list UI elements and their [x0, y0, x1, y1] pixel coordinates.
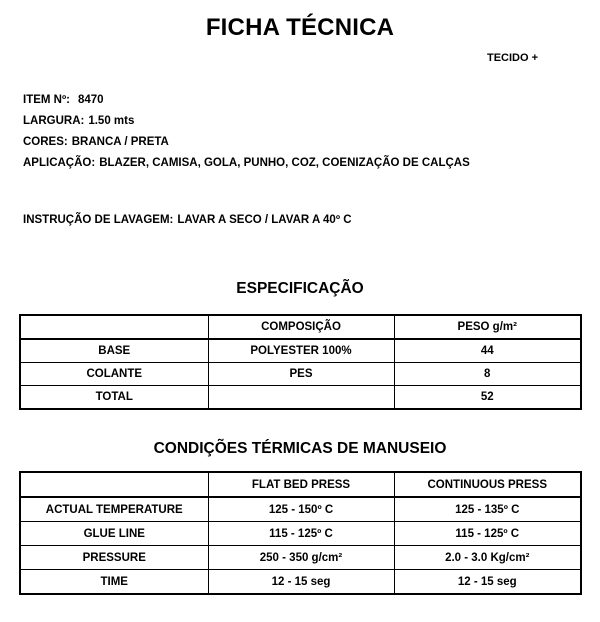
spec-cell: PES — [208, 363, 394, 386]
cores-line — [23, 132, 470, 153]
thermal-header-row — [20, 472, 581, 497]
table-row — [20, 386, 581, 410]
spec-cell: TOTAL — [20, 386, 208, 410]
thermal-title: CONDIÇÕES TÉRMICAS DE MANUSEIO — [153, 440, 447, 457]
spec-cell: 8 — [394, 363, 581, 386]
thermal-cell: 125 - 135º C — [394, 497, 581, 522]
item-line — [23, 90, 470, 111]
table-row — [20, 546, 581, 570]
largura-label: LARGURA: — [23, 115, 85, 127]
spec-header-row — [20, 315, 581, 339]
cores-value: BRANCA / PRETA — [71, 136, 169, 148]
thermal-header-cell — [20, 472, 208, 497]
cores-label: CORES: — [23, 136, 68, 148]
spec-cell: 52 — [394, 386, 581, 410]
table-row — [20, 570, 581, 595]
thermal-cell: 12 - 15 seg — [394, 570, 581, 595]
spec-header-cell — [20, 315, 208, 339]
spec-cell: BASE — [20, 339, 208, 363]
thermal-table — [19, 471, 582, 595]
washing-instruction — [23, 214, 352, 226]
thermal-header-cell: CONTINUOUS PRESS — [394, 472, 581, 497]
aplicacao-value: BLAZER, CAMISA, GOLA, PUNHO, COZ, COENIZAÇÃO DE CALÇAS — [99, 157, 470, 169]
thermal-cell: 115 - 125º C — [208, 522, 394, 546]
thermal-cell: 2.0 - 3.0 Kg/cm² — [394, 546, 581, 570]
thermal-cell: TIME — [20, 570, 208, 595]
thermal-header-cell: FLAT BED PRESS — [208, 472, 394, 497]
spec-header-cell: COMPOSIÇÃO — [208, 315, 394, 339]
item-label: ITEM Nº: — [23, 94, 70, 106]
washing-value: LAVAR A SECO / LAVAR A 40º C — [177, 214, 352, 226]
thermal-cell: 115 - 125º C — [394, 522, 581, 546]
aplicacao-label: APLICAÇÃO: — [23, 157, 96, 169]
spec-table — [19, 314, 582, 410]
table-row — [20, 363, 581, 386]
product-info — [23, 90, 470, 174]
thermal-cell: 125 - 150º C — [208, 497, 394, 522]
thermal-cell: 250 - 350 g/cm² — [208, 546, 394, 570]
thermal-cell: GLUE LINE — [20, 522, 208, 546]
thermal-cell: 12 - 15 seg — [208, 570, 394, 595]
washing-label: INSTRUÇÃO DE LAVAGEM: — [23, 214, 174, 226]
table-row — [20, 497, 581, 522]
spec-cell: 44 — [394, 339, 581, 363]
thermal-cell: ACTUAL TEMPERATURE — [20, 497, 208, 522]
thermal-cell: PRESSURE — [20, 546, 208, 570]
page-title: FICHA TÉCNICA — [205, 14, 395, 41]
brand-label: TECIDO + — [487, 52, 539, 64]
spec-title: ESPECIFICAÇÃO — [236, 280, 364, 297]
spec-header-cell: PESO g/m² — [394, 315, 581, 339]
spec-cell: POLYESTER 100% — [208, 339, 394, 363]
aplicacao-line — [23, 153, 470, 174]
spec-cell — [208, 386, 394, 410]
largura-line — [23, 111, 470, 132]
table-row — [20, 522, 581, 546]
largura-value: 1.50 mts — [88, 115, 135, 127]
spec-cell: COLANTE — [20, 363, 208, 386]
table-row — [20, 339, 581, 363]
item-value: 8470 — [78, 94, 104, 106]
